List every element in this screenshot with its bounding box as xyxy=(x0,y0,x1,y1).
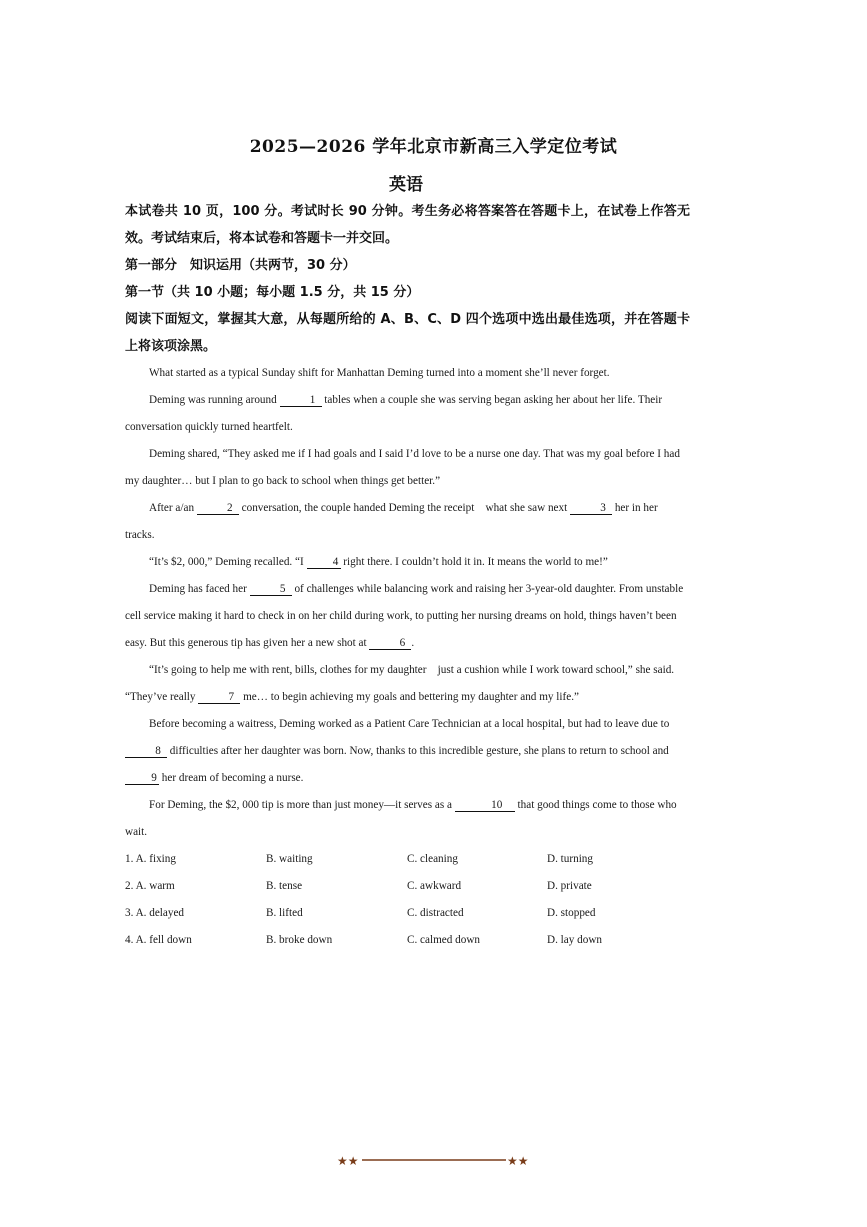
blank-3: 3 xyxy=(570,502,612,515)
option-2b: B. tense xyxy=(266,880,303,892)
option-3c: C. distracted xyxy=(407,907,464,919)
paragraph-7: “It’s going to help me with rent, bills, clothes for my daughter just a cushion while I work toward school,” she said. “They’ve really 7 me… to begin achieving my goals and bettering my daughter and my life.” xyxy=(125,664,675,703)
option-4a: 4. A. fell down xyxy=(125,934,192,946)
blank-7: 7 xyxy=(198,691,240,704)
section-heading: 第一节（共 10 小题；每小题 1.5 分，共 15 分） xyxy=(125,285,420,300)
part-heading: 第一部分 知识运用（共两节，30 分） xyxy=(125,258,356,273)
blank-4: 4 xyxy=(307,556,341,569)
footer-ornament xyxy=(0,1151,867,1171)
paragraph-2: Deming was running around 1 tables when a couple she was serving began asking her about her life. Their conversation quickly turned heartfelt. xyxy=(125,394,663,433)
paragraph-1: What started as a typical Sunday shift for Manhattan Deming turned into a moment she’ll never forget. xyxy=(149,367,610,379)
option-3a: 3. A. delayed xyxy=(125,907,185,919)
exam-title: 2025—2026 学年北京市新高三入学定位考试 xyxy=(249,137,618,157)
options-row-3 xyxy=(125,907,685,927)
footer-stars-right-icon: ★★ xyxy=(507,1154,529,1168)
paragraph-9: For Deming, the $2, 000 tip is more than just money—it serves as a 10 that good things come to those who wait. xyxy=(125,799,677,838)
blank-1: 1 xyxy=(280,394,322,407)
blank-9: 9 xyxy=(125,772,159,785)
option-3b: B. lifted xyxy=(266,907,303,919)
passage xyxy=(125,360,685,846)
option-1d: D. turning xyxy=(547,853,593,865)
blank-2: 2 xyxy=(197,502,239,515)
options-row-2 xyxy=(125,880,685,900)
blank-5: 5 xyxy=(250,583,292,596)
footer-stars-left-icon: ★★ xyxy=(337,1154,359,1168)
option-3d: D. stopped xyxy=(547,907,596,919)
section-direction: 阅读下面短文，掌握其大意，从每题所给的 A、B、C、D 四个选项中选出最佳选项，并在答题卡上将该项涂黑。 xyxy=(125,312,690,354)
option-1a: 1. A. fixing xyxy=(125,853,176,865)
option-4c: C. calmed down xyxy=(407,934,481,946)
option-4d: D. lay down xyxy=(547,934,602,946)
option-2d: D. private xyxy=(547,880,592,892)
option-2c: C. awkward xyxy=(407,880,462,892)
blank-8: 8 xyxy=(125,745,167,758)
option-4b: B. broke down xyxy=(266,934,333,946)
paragraph-6: Deming has faced her 5 of challenges while balancing work and raising her 3-year-old daughter. From unstable cell service making it hard to check in on her child during work, to putting her nursing dreams on hold, things haven’t been easy. But this generous tip has given her a new shot at 6 . xyxy=(125,583,684,649)
blank-6: 6 xyxy=(369,637,411,650)
option-1c: C. cleaning xyxy=(407,853,458,865)
options-row-1 xyxy=(125,853,685,873)
options-row-4 xyxy=(125,934,685,954)
footer-ornament-graphic xyxy=(0,1151,867,1171)
paragraph-4: After a/an 2 conversation, the couple handed Deming the receipt what she saw next 3 her in her tracks. xyxy=(125,502,658,541)
exam-subject: 英语 xyxy=(389,175,423,195)
blank-10: 10 xyxy=(455,799,515,812)
paragraph-8: Before becoming a waitress, Deming worked as a Patient Care Technician at a local hospital, but had to leave due to 8 difficulties after her daughter was born. Now, thanks to this incredible gesture, she plans to return to school and 9 her dream of becoming a nurse. xyxy=(125,711,685,792)
paragraph-3: Deming shared, “They asked me if I had goals and I said I’d love to be a nurse one day. That was my goal before I had my daughter… but I plan to go back to school when things get better.” xyxy=(125,448,680,487)
option-2a: 2. A. warm xyxy=(125,880,175,892)
option-1b: B. waiting xyxy=(266,853,313,865)
paragraph-5: “It’s $2, 000,” Deming recalled. “I 4 right there. I couldn’t hold it in. It means the world to me!” xyxy=(149,556,608,568)
exam-notice: 本试卷共 10 页，100 分。考试时长 90 分钟。考生务必将答案答在答题卡上，在试卷上作答无效。考试结束后，将本试卷和答题卡一并交回。 xyxy=(125,204,690,246)
